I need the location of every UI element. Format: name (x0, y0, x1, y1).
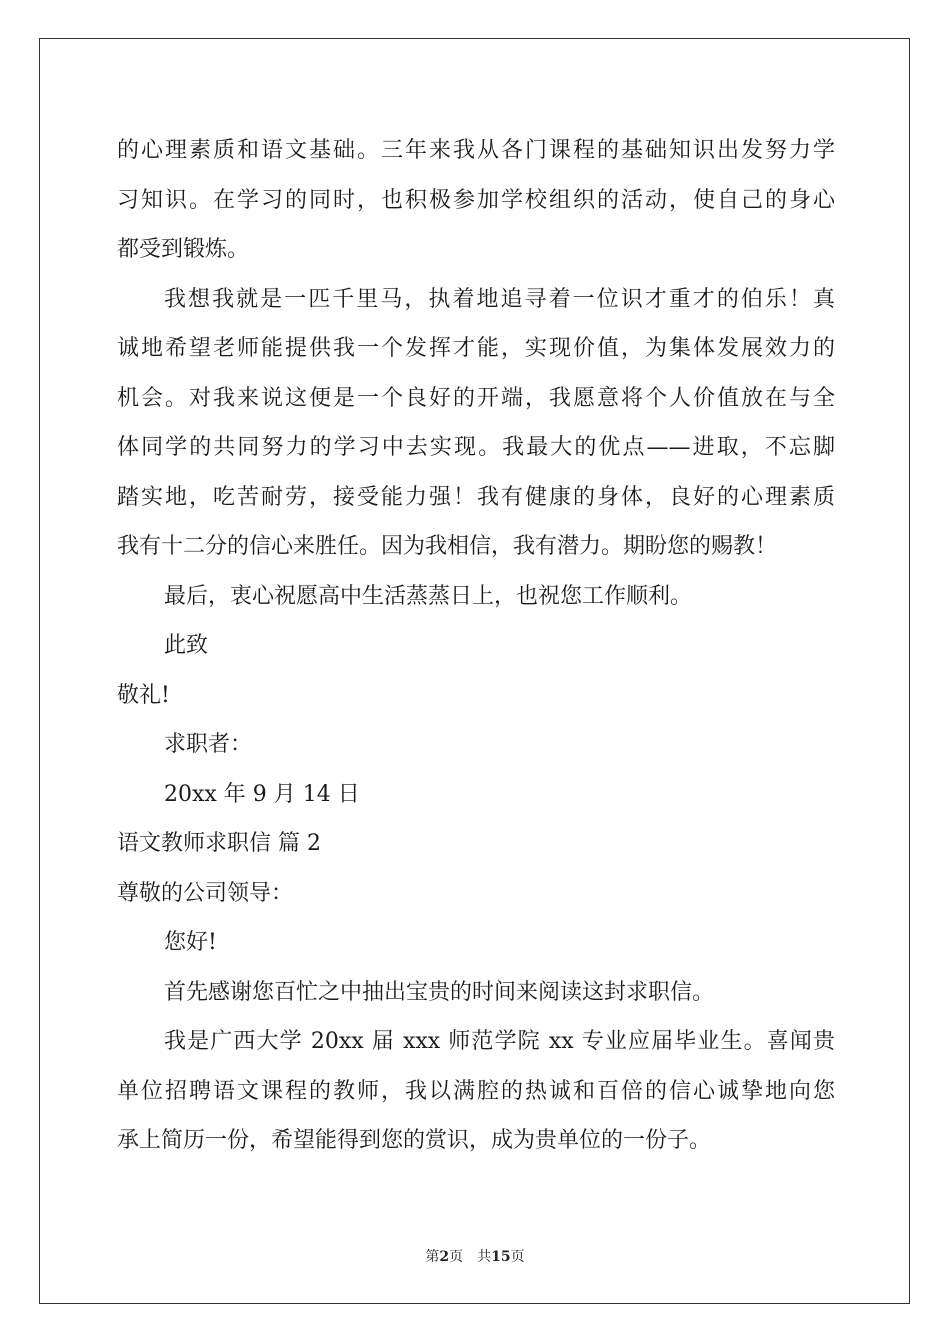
paragraph-line: 承上简历一份，希望能得到您的赏识，成为贵单位的一份子。 (117, 1128, 712, 1153)
footer-total-suffix: 页 (510, 1249, 525, 1265)
letter-date: 20xx 年 9 月 14 日 (164, 781, 360, 807)
closing-wish: 最后，衷心祝愿高中生活蒸蒸日上，也祝您工作顺利。 (164, 583, 693, 609)
paragraph-line: 习知识。在学习的同时，也积极参加学校组织的活动，使自己的身心 (117, 187, 835, 213)
paragraph-line: 首先感谢您百忙之中抽出宝贵的时间来阅读这封求职信。 (164, 979, 715, 1005)
paragraph-line: 机会。对我来说这便是一个良好的开端，我愿意将个人价值放在与全 (117, 385, 835, 411)
paragraph-line: 诚地希望老师能提供我一个发挥才能，实现价值，为集体发展效力的 (117, 336, 835, 361)
page-footer (0, 1246, 950, 1266)
signature-label: 求职者： (164, 732, 253, 757)
salutation-closing: 此致 (164, 633, 209, 658)
paragraph-line: 体同学的共同努力的学习中去实现。我最大的优点——进取，不忘脚 (117, 435, 835, 460)
paragraph-line: 单位招聘语文课程的教师，我以满腔的热诚和百倍的信心诚挚地向您 (117, 1078, 835, 1104)
footer-prefix: 第 (425, 1249, 440, 1265)
paragraph-line: 的心理素质和语文基础。三年来我从各门课程的基础知识出发努力学 (117, 138, 835, 163)
paragraph-line: 我想我就是一匹千里马，执着地追寻着一位识才重才的伯乐！真 (164, 286, 835, 312)
footer-page-suffix: 页 (449, 1249, 464, 1265)
paragraph-line: 都受到锻炼。 (117, 237, 250, 262)
section-heading: 语文教师求职信 篇 2 (117, 831, 321, 856)
paragraph-line: 我是广西大学 20xx 届 xxx 师范学院 xx 专业应届毕业生。喜闻贵 (164, 1029, 835, 1054)
salutation-regards: 敬礼! (117, 682, 170, 708)
document-body (117, 126, 835, 1166)
current-page-number: 2 (439, 1249, 450, 1265)
paragraph-line: 我有十二分的信心来胜任。因为我相信，我有潜力。期盼您的赐教！ (117, 534, 778, 559)
footer-total-prefix: 共 (477, 1249, 492, 1265)
total-page-count: 15 (491, 1249, 511, 1265)
paragraph-line: 踏实地，吃苦耐劳，接受能力强！我有健康的身体，良好的心理素质 (117, 484, 835, 510)
letter-greeting: 尊敬的公司领导： (117, 880, 294, 906)
greeting-hello: 您好! (164, 930, 217, 955)
